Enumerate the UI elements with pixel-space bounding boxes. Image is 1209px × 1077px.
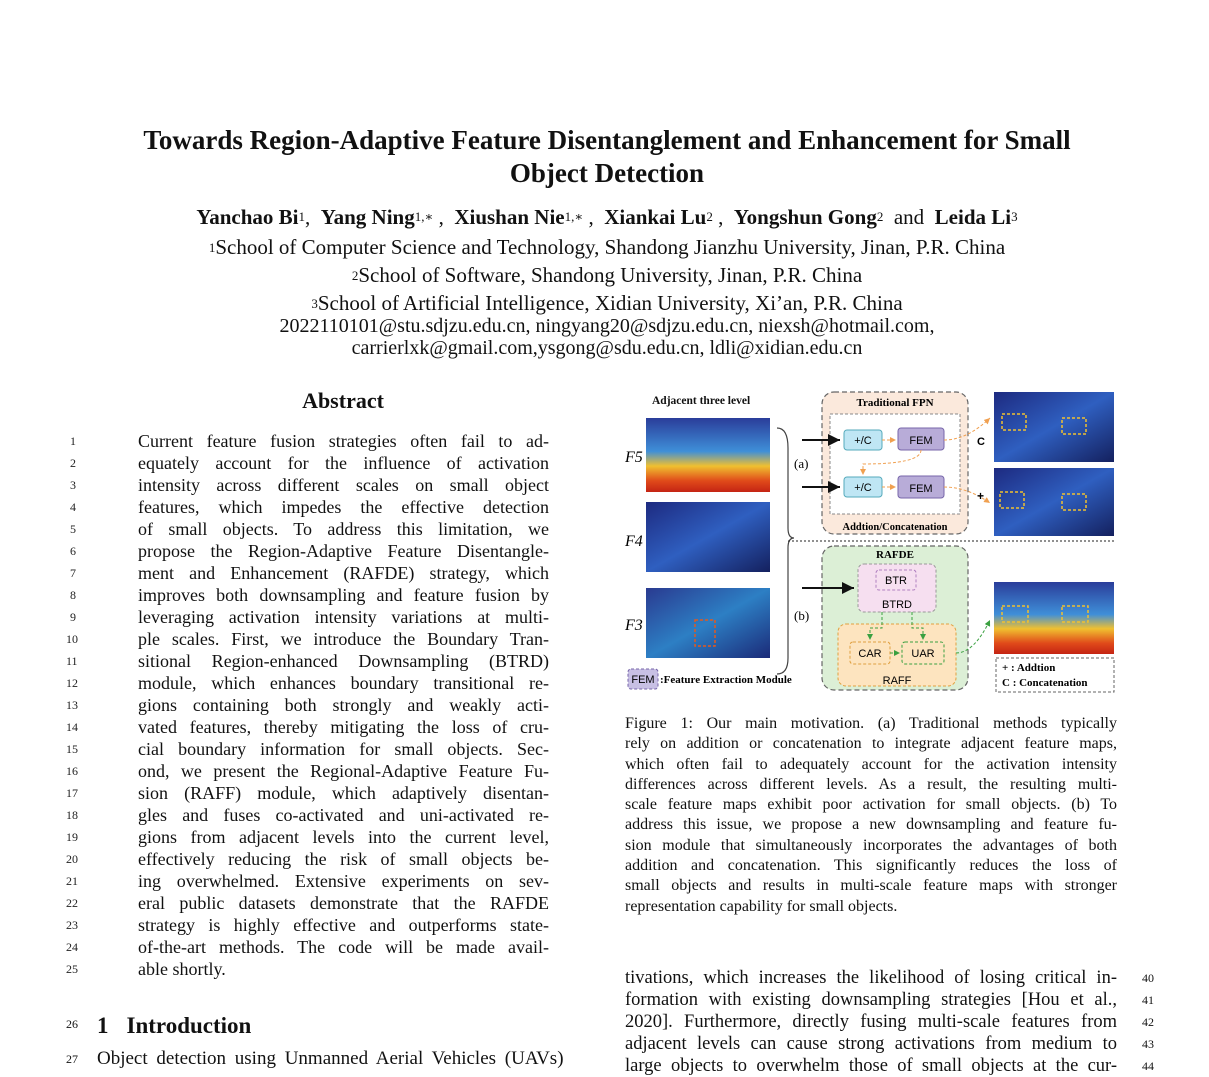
rafde-label: RAFDE — [876, 549, 914, 561]
abstract-line: gions containing both strongly and weakly acti- — [138, 695, 549, 715]
author-sup: 2 — [706, 209, 713, 224]
line-number: 10 — [66, 632, 78, 646]
line-number: 8 — [70, 588, 76, 602]
body-line: formation with existing downsampling strategies [Hou et al., — [625, 990, 1117, 1010]
uar-label: UAR — [911, 648, 935, 660]
line-number: 18 — [66, 808, 78, 822]
add-mark: + — [977, 489, 985, 503]
section-heading — [97, 1013, 251, 1039]
title-line: Object Detection — [509, 158, 705, 188]
author-name: Yanchao Bi — [196, 205, 299, 229]
abstract-line: cial boundary information for small objects. Sec- — [138, 739, 549, 759]
caption-line: representation capability for small objects. — [625, 897, 898, 915]
abstract-line: of-the-art methods. The code will be made avail- — [138, 937, 549, 957]
abstract-line: module, which enhances boundary transitional re- — [138, 673, 549, 693]
email-line: 2022110101@stu.sdjzu.edu.cn, ningyang20@sdjzu.edu.cn, niexsh@hotmail.com, — [279, 315, 935, 337]
author-sup: 3 — [1011, 209, 1018, 224]
email-line: carrierlxk@gmail.com,ysgong@sdu.edu.cn, ldli@xidian.edu.cn — [351, 337, 863, 359]
paper-title — [60, 124, 1154, 190]
line-number: 9 — [70, 610, 76, 624]
affiliation-sup: 1 — [208, 240, 216, 255]
abstract-line: leveraging activation intensity variations at multi- — [138, 607, 549, 627]
caption-line: Figure 1: Our main motivation. (a) Traditional methods typically — [625, 715, 1117, 732]
output-heatmap-rafde — [994, 582, 1114, 654]
line-number: 16 — [66, 764, 78, 778]
op-node-label: +/C — [854, 435, 872, 447]
abstract-line: improves both downsampling and feature fusion by — [138, 585, 549, 605]
affiliation-sup: 3 — [311, 296, 318, 311]
f3-heatmap — [646, 588, 770, 658]
fem-legend-box-label: FEM — [631, 674, 655, 686]
section-title: Introduction — [126, 1013, 252, 1038]
caption-line: rely on addition or concatenation to integrate adjacent feature maps, — [625, 735, 1117, 753]
line-number: 25 — [66, 962, 78, 976]
line-number: 14 — [66, 720, 78, 734]
line-number: 40 — [1142, 971, 1154, 985]
concat-mark: C — [977, 436, 985, 448]
line-number: 22 — [66, 896, 78, 910]
affiliation — [60, 261, 1154, 292]
author-sup: 1,∗ — [564, 209, 584, 224]
fem-legend-text: :Feature Extraction Module — [660, 674, 792, 686]
line-number: 7 — [70, 566, 76, 580]
figure-1 — [622, 388, 1118, 696]
line-number: 4 — [70, 500, 76, 514]
line-number: 2 — [70, 456, 76, 470]
f5-label: F5 — [625, 449, 643, 466]
abstract-line: gions from adjacent levels into the current level, — [138, 827, 549, 847]
title-line: Towards Region-Adaptive Feature Disentanglement and Enhancement for Small — [143, 125, 1071, 155]
line-number: 41 — [1142, 993, 1154, 1007]
caption-line: differences across different levels. As a result, the resulting multi- — [625, 775, 1117, 793]
line-number: 15 — [66, 742, 78, 756]
author-sep: , — [438, 205, 444, 229]
line-number: 1 — [70, 434, 76, 448]
author-name: Leida Li — [934, 205, 1012, 229]
line-number: 11 — [66, 654, 78, 668]
line-number: 24 — [66, 940, 78, 954]
author-sep: , — [718, 205, 724, 229]
abstract-line: features, which impedes the effective detection — [138, 497, 549, 517]
figure-diagram — [622, 388, 1118, 696]
abstract-line: gles and fuses co-activated and uni-activated re- — [138, 805, 549, 825]
output-heatmap-concat — [994, 392, 1114, 462]
abstract-line: effectively reducing the risk of small objects be- — [138, 849, 549, 869]
abstract-line: vated features, thereby mitigating the loss of cru- — [138, 717, 549, 737]
author-name: Yongshun Gong — [733, 205, 877, 229]
line-number: 13 — [66, 698, 78, 712]
affiliation-sup: 2 — [351, 268, 359, 283]
line-number: 26 — [66, 1017, 78, 1031]
caption-line: small objects and results in multi-scale feature maps with stronger — [625, 877, 1117, 895]
op-node-label: +/C — [854, 482, 872, 494]
author-and: and — [893, 205, 925, 229]
author-name: Xiankai Lu — [604, 205, 707, 229]
abstract-line: intensity across different scales on small object — [138, 475, 549, 495]
abstract-line: sion (RAFF) module, which adaptively disentan- — [138, 783, 549, 803]
car-label: CAR — [858, 648, 882, 660]
f5-heatmap — [646, 418, 770, 492]
traditional-fpn-label: Traditional FPN — [856, 397, 934, 409]
f3-label: F3 — [625, 617, 643, 634]
line-number: 23 — [66, 918, 78, 932]
body-text-right — [625, 967, 1117, 1077]
line-number: 21 — [66, 874, 78, 888]
abstract-line: strategy is highly effective and outperforms state- — [138, 915, 549, 935]
affiliation-text: School of Software, Shandong University, Jinan, P.R. China — [358, 263, 863, 287]
section-number: 1 — [97, 1013, 109, 1038]
output-heatmap-add — [994, 468, 1114, 536]
author-sup: 2 — [876, 209, 884, 224]
abstract-line: ple scales. First, we introduce the Boundary Tran- — [138, 629, 549, 649]
line-number: 20 — [66, 852, 78, 866]
abstract-line: Current feature fusion strategies often fail to ad- — [138, 431, 549, 451]
btr-label: BTR — [885, 575, 907, 587]
abstract-line: propose the Region-Adaptive Feature Disentangle- — [138, 541, 549, 561]
abstract-line: ing overwhelmed. Extensive experiments on sev- — [138, 871, 549, 891]
abstract-line: able shortly. — [138, 959, 226, 979]
author-name: Yang Ning — [320, 205, 415, 229]
caption-line: which often fail to adequately account for the activation intensity — [625, 755, 1117, 773]
author-sep: , — [588, 205, 594, 229]
affiliation — [60, 233, 1154, 264]
line-number: 5 — [70, 522, 76, 536]
caption-line: address this issue, we propose a new downsampling and feature fu- — [625, 816, 1117, 834]
line-number: 42 — [1142, 1015, 1154, 1029]
abstract-body — [138, 430, 549, 980]
line-number: 6 — [70, 544, 76, 558]
adjacent-level-label: Adjacent three level — [652, 395, 751, 407]
legend-add: + : Addtion — [1002, 662, 1056, 674]
line-number: 27 — [66, 1052, 78, 1066]
author-name: Xiushan Nie — [454, 205, 565, 229]
branch-b-label: (b) — [794, 608, 810, 623]
author-sup: 1,∗ — [414, 209, 434, 224]
line-number: 19 — [66, 830, 78, 844]
branch-a-label: (a) — [794, 456, 809, 471]
abstract-heading: Abstract — [302, 388, 384, 413]
f4-label: F4 — [625, 533, 643, 550]
figure-caption — [625, 714, 1117, 917]
line-number: 12 — [66, 676, 78, 690]
abstract-line: sitional Region-enhanced Downsampling (BTRD) — [138, 651, 549, 671]
line-number: 43 — [1142, 1037, 1154, 1051]
body-line: large objects to overwhelm those of small objects at the cur- — [625, 1056, 1117, 1076]
author-emails — [60, 315, 1154, 359]
caption-line: addition and concatenation. This significantly reduces the loss of — [625, 857, 1117, 875]
bracket — [777, 428, 794, 674]
body-line: adjacent levels can cause strong activations from medium to — [625, 1034, 1117, 1054]
author-sup: 1 — [298, 209, 306, 224]
abstract-line: ond, we present the Regional-Adaptive Feature Fu- — [138, 761, 549, 781]
abstract-line: ment and Enhancement (RAFDE) strategy, which — [138, 563, 549, 583]
caption-line: sion module that simultaneously incorporates the advantages of both — [625, 836, 1117, 854]
btrd-label: BTRD — [882, 599, 912, 611]
affiliation-text: School of Artificial Intelligence, Xidian University, Xi’an, P.R. China — [317, 291, 903, 315]
body-line: 2020]. Furthermore, directly fusing multi-scale features from — [625, 1012, 1117, 1032]
intro-text-line: Object detection using Unmanned Aerial Vehicles (UAVs) — [97, 1048, 564, 1069]
addcat-label: Addtion/Concatenation — [842, 522, 948, 533]
raff-label: RAFF — [882, 675, 912, 687]
abstract-line: of small objects. To address this limitation, we — [138, 519, 549, 539]
affiliation-text: School of Computer Science and Technology, Shandong Jianzhu University, Jinan, P.R. China — [215, 235, 1006, 259]
f4-heatmap — [646, 502, 770, 572]
body-line: tivations, which increases the likelihood of losing critical in- — [625, 968, 1117, 988]
caption-line: scale feature maps exhibit poor activation for small objects. (b) To — [625, 796, 1117, 814]
legend-concat: C : Concatenation — [1002, 677, 1088, 689]
abstract-line: eral public datasets demonstrate that the RAFDE — [138, 893, 549, 913]
abstract-line: equately account for the influence of activation — [138, 453, 549, 473]
fem-node-label: FEM — [909, 483, 933, 495]
line-number: 44 — [1142, 1059, 1154, 1073]
author-sep: , — [305, 205, 311, 229]
fem-node-label: FEM — [909, 435, 933, 447]
author-list — [60, 203, 1154, 234]
line-number: 17 — [66, 786, 78, 800]
line-number: 3 — [70, 478, 76, 492]
